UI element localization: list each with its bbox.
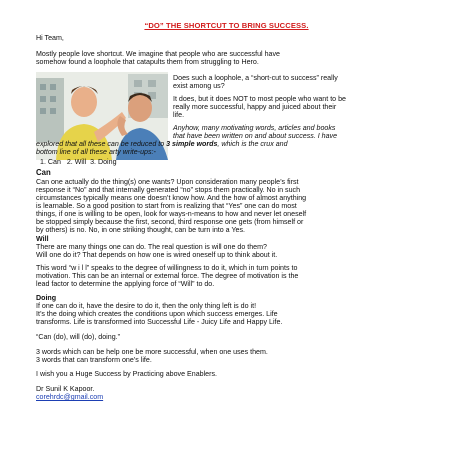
side-text-line: life. bbox=[173, 111, 185, 119]
email-link[interactable]: corehrdc@gmail.com bbox=[36, 393, 104, 401]
list-item: 3. Doing bbox=[90, 158, 117, 166]
intro-line: Mostly people love shortcut. We imagine that people who are successful have bbox=[36, 50, 280, 58]
list-item: 1. Can bbox=[40, 158, 61, 166]
side-text-line: really more successful, happy and juiced about their bbox=[173, 103, 337, 111]
doing-line: transforms. Life is transformed into Successful Life - Juicy Life and Happy Life. bbox=[36, 318, 283, 326]
section-heading-doing: Doing bbox=[36, 294, 57, 302]
word-list bbox=[40, 158, 117, 167]
side-text-line: Does such a loophole, a “short-cut to success” really bbox=[173, 74, 338, 82]
can-line: be stopped simply because the first, second, third response one gets (from himself or bbox=[36, 218, 304, 226]
section-heading-can: Can bbox=[36, 168, 51, 177]
closing-line: 3 words which can be help one be more successful, when one uses them. bbox=[36, 348, 268, 356]
can-line: circumstances typically means one doesn’t know how. And the how of almost anything bbox=[36, 194, 307, 202]
will-line: lead factor to determine the applying force of “Will” to do. bbox=[36, 280, 215, 288]
italic-line: that have been written on and about success. I have bbox=[173, 132, 338, 140]
italic-text-part: explored that all these can be reduced to bbox=[36, 140, 167, 148]
will-line: Will one do it? That depends on how one is wired oneself up to think about it. bbox=[36, 251, 278, 259]
list-item: 2. Will bbox=[66, 158, 87, 166]
doing-line: If one can do it, have the desire to do it, then the only thing left is do it! bbox=[36, 302, 257, 310]
greeting: Hi Team, bbox=[36, 34, 64, 42]
document-title: “DO” THE SHORTCUT TO BRING SUCCESS. bbox=[144, 21, 309, 30]
will-line: This word “w i l l” speaks to the degree of willingness to do it, which in turn points to bbox=[36, 264, 298, 272]
section-heading-will: Will bbox=[36, 235, 49, 243]
can-line: is learnable. So a good position to start from is realizing that “Yes” one can do most bbox=[36, 202, 297, 210]
can-line: by others) is no. No, in one striking thought, can be turn into a Yes. bbox=[36, 226, 245, 234]
can-line: response it “No” and that internally generated “no” stops them practically. No in such bbox=[36, 186, 301, 194]
intro-line: somehow found a loophole that catapults them from struggling to Hero. bbox=[36, 58, 259, 66]
doing-line: It’s the doing which creates the conditions upon which success emerges. Life bbox=[36, 310, 278, 318]
italic-bold-phrase: 3 simple words bbox=[166, 140, 218, 148]
italic-line: bottom line of all these arty write-ups:- bbox=[36, 148, 156, 156]
can-line: things, if one is willing to be open, look for ways-n-means to how and never let oneself bbox=[36, 210, 307, 218]
quote-line: “Can (do), will (do), doing.” bbox=[36, 333, 120, 341]
will-line: There are many things one can do. The real question is will one do them? bbox=[36, 243, 267, 251]
can-line: Can one actually do the thing(s) one wants? Upon consideration many people’s first bbox=[36, 178, 299, 186]
will-line: motivation. This can be an internal or external force. The degree of motivation is the bbox=[36, 272, 299, 280]
italic-text-part: , which is the crux and bbox=[217, 140, 288, 148]
closing-line: 3 words that can transform one’s life. bbox=[36, 356, 152, 364]
wish-line: I wish you a Huge Success by Practicing above Enablers. bbox=[36, 370, 217, 378]
side-text-line: exist among us? bbox=[173, 82, 225, 90]
italic-line: Anyhow, many motivating words, articles and books bbox=[173, 124, 336, 132]
signature: Dr Sunil K Kapoor. bbox=[36, 385, 95, 393]
side-text-line: It does, but it does NOT to most people who want to be bbox=[173, 95, 346, 103]
